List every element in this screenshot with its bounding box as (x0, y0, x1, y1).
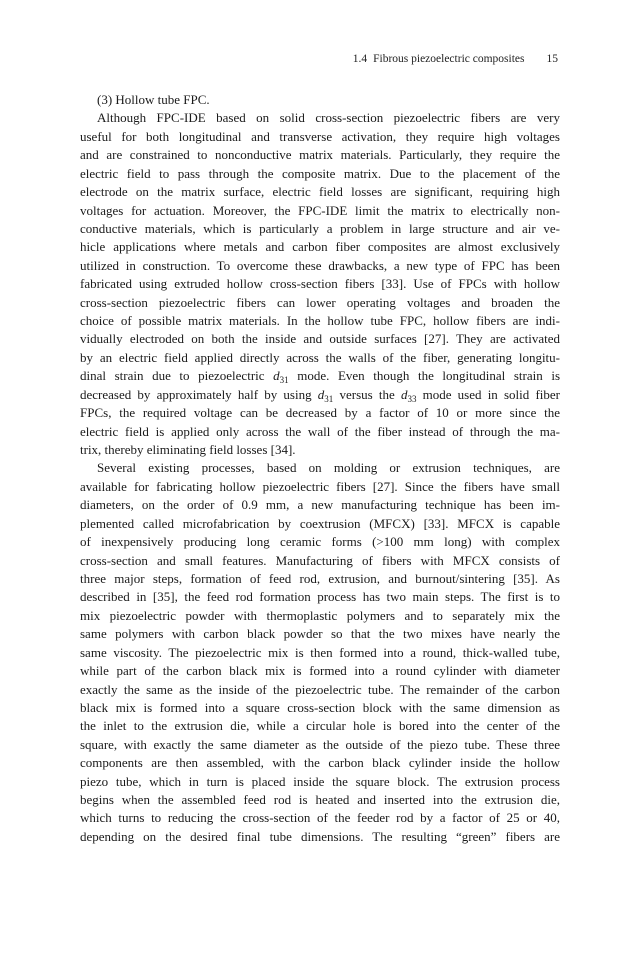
text-line: while part of the carbon black mix is formed into a round cylinder with diameter (80, 663, 560, 679)
running-header (353, 53, 558, 65)
text-line: same polymers with carbon black powder so that the two mixes have nearly the (80, 626, 560, 642)
text-line: by an electric field applied directly across the walls of the fiber, generating longitu- (80, 349, 560, 365)
text-line: Several existing processes, based on molding or extrusion techniques, are (97, 460, 560, 476)
subsection-heading: (3) Hollow tube FPC. (97, 92, 210, 107)
text-line: square, with exactly the same diameter as the outside of the piezo tube. These three (80, 736, 560, 752)
text-line: available for fabricating hollow piezoelectric fibers [27]. Since the fibers have small (80, 478, 560, 494)
text-line: electric field is applied only across the wall of the fiber instead of through the ma- (80, 423, 560, 439)
text-line: and are constrained to nonconductive matrix materials. Particularly, they require the (80, 147, 560, 163)
text-line: depending on the desired final tube dimensions. The resulting “green” fibers are (80, 828, 560, 844)
body-text (80, 91, 560, 846)
text-line: the inlet to the extrusion die, while a circular hole is bored into the center of the (80, 718, 560, 734)
text-line: trix, thereby eliminating field losses [34]. (80, 442, 296, 458)
page-number: 15 (546, 53, 558, 65)
text-line: hicle applications where metals and carbon fiber composites are almost exclusively (80, 239, 560, 255)
text-line: Although FPC-IDE based on solid cross-section piezoelectric fibers are very (97, 110, 560, 126)
math-variable: d (400, 386, 408, 402)
text-line: mix piezoelectric powder with thermoplastic polymers and to separately mix the (80, 607, 560, 623)
text-line: which turns to reducing the cross-section of the feeder rod by a factor of 25 or 40, (80, 810, 560, 826)
text-line: vidually electroded on both the inside and outside surfaces [27]. They are activated (80, 331, 560, 347)
text-line: choice of possible matrix materials. In the hollow tube FPC, hollow fibers are indi- (80, 313, 560, 329)
text-line: diameters, on the order of 0.9 mm, a new manufacturing technique has been im- (80, 497, 560, 513)
math-subscript: 33 (407, 393, 417, 404)
text-line: exactly the same as the inside of the piezoelectric tube. The remainder of the carbon (80, 681, 560, 697)
section-title: Fibrous piezoelectric composites (373, 53, 525, 65)
text-run: versus the (333, 386, 401, 402)
paragraph-2 (80, 459, 560, 846)
text-line: same viscosity. The piezoelectric mix is then formed into a round, thick-walled tube, (80, 644, 560, 660)
text-line: black mix is formed into a square cross-section block with the same dimension as (80, 699, 560, 715)
text-line: fabricated using extruded hollow cross-section fibers [33]. Use of FPCs with hollow (80, 276, 560, 292)
text-line: piezo tube, which in turn is placed inside the square block. The extrusion process (80, 773, 560, 789)
math-subscript: 31 (324, 393, 334, 404)
text-line: utilized in construction. To overcome these drawbacks, a new type of FPC has been (80, 257, 560, 273)
text-line: electrode on the matrix surface, electric field losses are significant, requiring high (80, 184, 560, 200)
text-line: cross-section and small features. Manufacturing of fibers with MFCX consists of (80, 552, 560, 568)
text-line-with-math (80, 386, 560, 404)
text-line: cross-section piezoelectric fibers can lower operating voltages and broaden the (80, 294, 560, 310)
text-line: conductive materials, which is particularly a problem in large structure and air ve- (80, 220, 560, 236)
paragraph-1 (80, 109, 560, 459)
math-subscript: 31 (279, 375, 289, 386)
text-line: components are then assembled, with the carbon black cylinder inside the hollow (80, 755, 560, 771)
text-line: three major steps, formation of feed rod, extrusion, and burnout/sintering [35]. As (80, 570, 560, 586)
text-line: useful for both longitudinal and transverse activation, they require high voltages (80, 128, 560, 144)
math-variable: d (317, 386, 325, 402)
text-line: FPCs, the required voltage can be decreased by a factor of 10 or more since the (80, 405, 560, 421)
text-line: described in [35], the feed rod formation process has two main steps. The first is to (80, 589, 560, 605)
text-run: dinal strain due to piezoelectric (80, 368, 274, 384)
text-line: begins when the assembled feed rod is heated and inserted into the extrusion die, (80, 792, 560, 808)
text-line: voltages for actuation. Moreover, the FPC-IDE limit the matrix to electrically non- (80, 202, 560, 218)
section-number: 1.4 (352, 53, 368, 65)
text-run: decreased by approximately half by using (80, 386, 318, 402)
text-line: electric field to pass through the composite matrix. Due to the placement of the (80, 165, 560, 181)
text-line: of inexpensively producing long ceramic forms (>100 mm long) with complex (80, 534, 560, 550)
text-line-with-math (80, 367, 560, 385)
text-run: mode used in solid fiber (416, 386, 560, 402)
math-variable: d (273, 368, 280, 384)
text-line: plemented called microfabrication by coextrusion (MFCX) [33]. MFCX is capable (80, 515, 560, 531)
text-run: mode. Even though the longitudinal strain is (288, 368, 560, 384)
